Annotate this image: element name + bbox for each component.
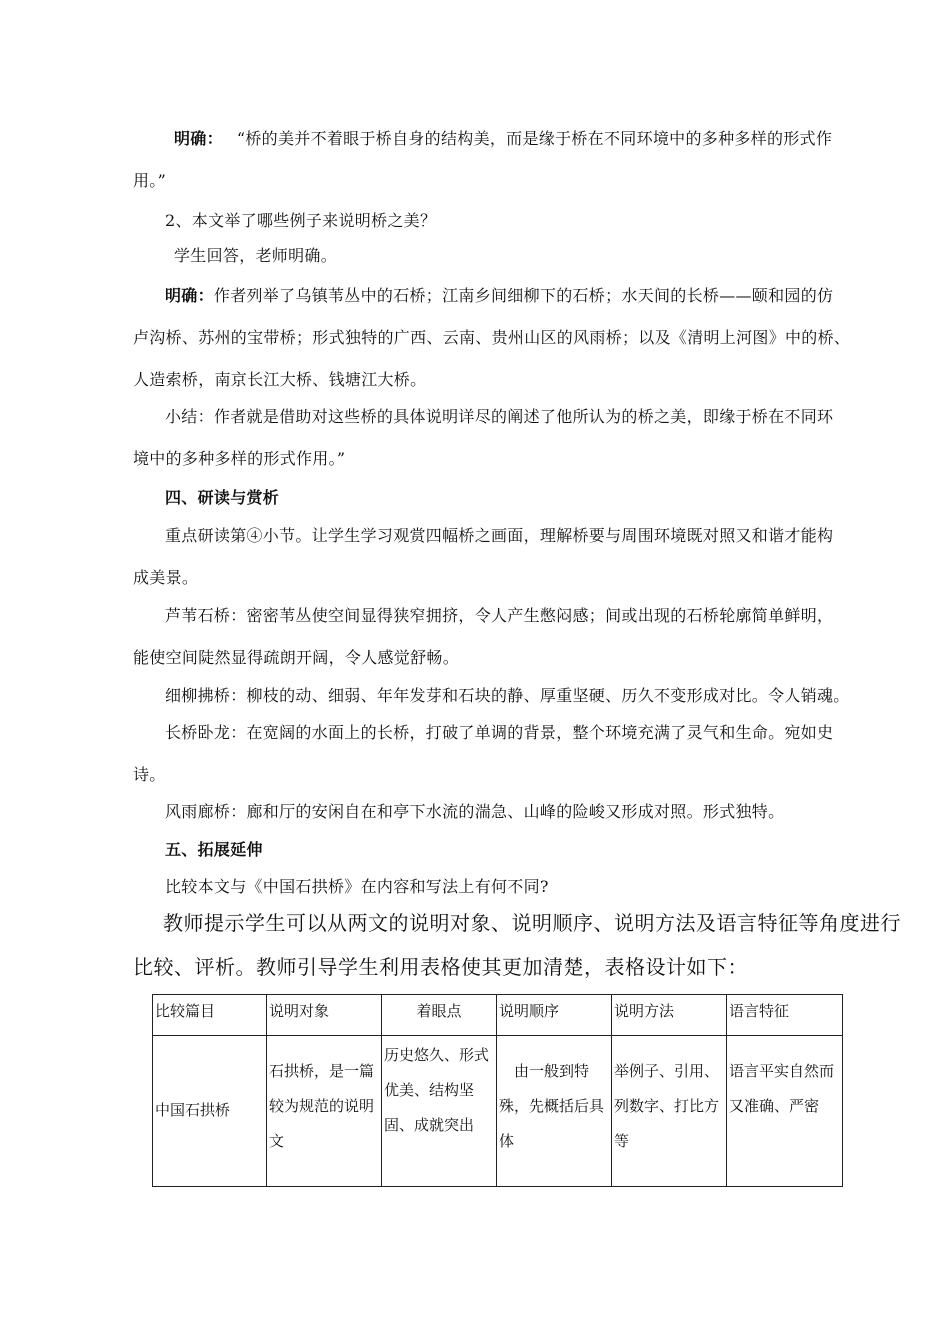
table-header-cell: 语言特征 <box>727 995 843 1036</box>
table-cell: 石拱桥，是一篇较为规范的说明文 <box>267 1036 382 1187</box>
paragraph-line: 诗。 <box>133 765 166 784</box>
table-cell: 历史悠久、形式优美、结构坚固、成就突出 <box>382 1036 497 1187</box>
paragraph-line: 成美景。 <box>133 568 199 587</box>
table-cell: 由一般到特殊，先概括后具体 <box>497 1036 612 1187</box>
section-heading-5: 五、拓展延伸 <box>165 840 263 859</box>
paragraph-line: 长桥卧龙：在宽阔的水面上的长桥，打破了单调的背景，整个环境充满了灵气和生命。宛如史 <box>165 723 834 742</box>
table-cell: 举例子、引用、列数字、打比方等 <box>612 1036 727 1187</box>
paragraph-line: 学生回答，老师明确。 <box>174 246 338 265</box>
paragraph-line-large: 教师提示学生可以从两文的说明对象、说明顺序、说明方法及语言特征等角度进行 <box>163 911 901 935</box>
paragraph-line: 比较本文与《中国石拱桥》在内容和写法上有何不同? <box>165 877 549 896</box>
answer-text: “桥的美并不着眼于桥自身的结构美，而是缘于桥在不同环境中的多种多样的形式作 <box>236 129 833 148</box>
paragraph-line: 卢沟桥、苏州的宝带桥；形式独特的广西、云南、贵州山区的风雨桥；以及《清明上河图》中的桥、 <box>133 328 851 347</box>
summary-line: 境中的多种多样的形式作用。” <box>133 449 346 468</box>
paragraph-line-large: 比较、评析。教师引导学生利用表格使其更加清楚，表格设计如下： <box>133 955 748 979</box>
paragraph-line: 能使空间陡然显得疏朗开阔，令人感觉舒畅。 <box>133 648 460 667</box>
table-cell: 语言平实自然而又准确、严密 <box>727 1036 843 1187</box>
question-2: 2、本文举了哪些例子来说明桥之美？ <box>165 211 437 230</box>
paragraph-line <box>174 128 864 150</box>
table-header-cell: 说明方法 <box>612 995 727 1036</box>
table-header-cell: 着眼点 <box>382 995 497 1036</box>
table-header-row <box>153 995 843 1036</box>
paragraph-line: 风雨廊桥：廊和厅的安闲自在和亭下水流的湍急、山峰的险峻又形成对照。形式独特。 <box>165 802 785 821</box>
paragraph-line: 芦苇石桥：密密苇丛使空间显得狭窄拥挤，令人产生憋闷感；间或出现的石桥轮廓简单鲜明， <box>165 606 834 625</box>
paragraph-line: 细柳拂桥：柳枝的动、细弱、年年发芽和石块的静、厚重坚硬、历久不变形成对比。令人销魂。 <box>165 686 850 705</box>
paragraph-line: 重点研读第④小节。让学生学习观赏四幅桥之画面，理解桥要与周围环境既对照又和谐才能构 <box>165 526 834 545</box>
paragraph-line: 用。” <box>133 171 167 190</box>
answer-text: 作者列举了乌镇苇丛中的石桥；江南乡间细柳下的石桥；水天间的长桥——颐和园的仿 <box>213 286 834 305</box>
table-header-cell: 说明对象 <box>267 995 382 1036</box>
paragraph-line <box>165 285 895 307</box>
table-header-cell: 说明顺序 <box>497 995 612 1036</box>
comparison-table <box>152 994 843 1187</box>
paragraph-line: 人造索桥，南京长江大桥、钱塘江大桥。 <box>133 370 427 389</box>
table-header-cell: 比较篇目 <box>153 995 267 1036</box>
answer-label: 明确： <box>174 129 223 148</box>
table-cell: 中国石拱桥 <box>153 1036 267 1187</box>
section-heading-4: 四、研读与赏析 <box>165 488 280 507</box>
answer-label: 明确： <box>165 286 214 305</box>
table-row <box>153 1036 843 1187</box>
summary-line: 小结：作者就是借助对这些桥的具体说明详尽的阐述了他所认为的桥之美，即缘于桥在不同环 <box>165 407 834 426</box>
